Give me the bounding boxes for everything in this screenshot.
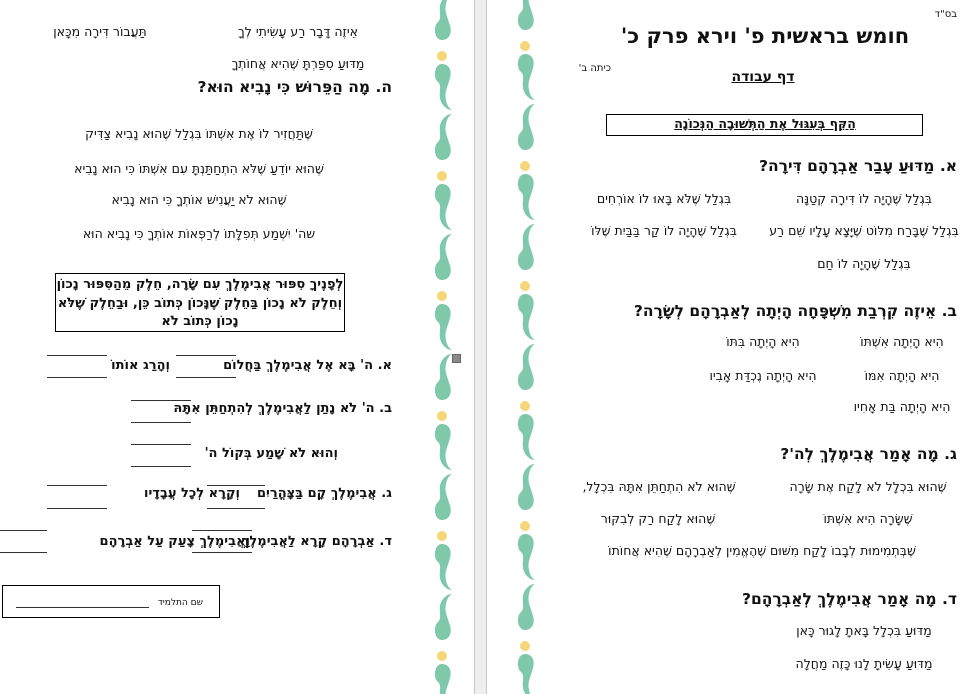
q3-option[interactable]: שֶׁבְּתְמִימוּת לְבָבוֹ לָקַח מִשּׁוּם שֶׁהֶאֱמִין לְאַבְרָהָם שֶׁהִיא אֲחוֹתוֹ: [608, 543, 916, 558]
answer-blank-line[interactable]: [207, 485, 265, 486]
q1-option[interactable]: בִּגְלַל שֶׁלֹּא בָּאוּ לוֹ אוֹרְחִים: [596, 191, 732, 206]
statement-2: ב. ה' לֹא נָתַן לַאֲבִימֶלֶךְ לְהִתְחַתֵּן אִתָּהּ: [173, 401, 392, 416]
q4-option[interactable]: מַדּוּעַ עָשִׂיתָ לָנוּ כָּזֶה מַחֲלָה: [795, 656, 933, 671]
answer-blank-line[interactable]: [47, 355, 107, 356]
answer-blank-line[interactable]: [131, 422, 191, 423]
statement-3: וְהוּא לֹא שָׁמַע בְּקוֹל ה': [204, 446, 338, 461]
q4-option[interactable]: מַדּוּעַ סִפַּרְתָּ שֶׁהִיא אֲחוֹתְךָ: [231, 56, 365, 71]
q3-option[interactable]: שֶׁשָּׂרָה הִיא אִשְׁתּוֹ: [823, 511, 913, 526]
student-name-label: שם התלמיד: [157, 598, 203, 608]
question-4-heading: ד. מָה אָמַר אֲבִימֶלֶךְ לְאַבְרָהָם?: [741, 590, 957, 608]
answer-blank-line[interactable]: [192, 530, 252, 531]
worksheet-label: דף עבודה: [731, 69, 795, 85]
statement-4-part2: וְקָרָא לְכָל עֲבָדָיו: [144, 486, 240, 501]
student-name-field[interactable]: [16, 607, 149, 608]
story-box-line: נָכוֹן כְּתוֹב לֹא: [161, 314, 239, 329]
story-box-line: לְפָנֶיךָ סִפּוּר אֲבִימֶלֶךְ עִם שָׂרָה, חֵלֶק מֵהַסִּפּוּר נָכוֹן: [56, 277, 344, 292]
statement-1-part1: א. ה' בָּא אֶל אֲבִימֶלֶךְ בַּחֲלוֹם: [223, 358, 392, 373]
question-5-heading: ה. מָה הַפֵּרוּשׁ כִּי נָבִיא הוּא?: [197, 78, 392, 96]
question-3-heading: ג. מָה אָמַר אֲבִימֶלֶךְ לְה'?: [780, 445, 957, 463]
statement-4-part1: ג. אֲבִימֶלֶךְ קָם בַּצָּהֳרַיִם: [256, 486, 392, 501]
question-2-heading: ב. אֵיזֶה קִרְבַת מִשְׁפָּחָה הָיְתָה לְאַבְרָהָם לְשָׂרָה?: [633, 302, 957, 320]
instruction-text: הַקֵּף בְּעִגּוּל אֶת הַתְּשׁוּבָה הַנְּכוֹנָה: [674, 116, 856, 131]
answer-blank-line[interactable]: [0, 552, 47, 553]
q1-option[interactable]: בִּגְלַל שֶׁהָיָה לוֹ דִּירָה קְטַנָּה: [796, 191, 932, 206]
q1-option[interactable]: בִּגְלַל שֶׁהָיָה לוֹ קַר בַּבַּיִת שֶׁלּוֹ: [591, 223, 737, 238]
q5-option[interactable]: שֶׁתַּחֲזִיר לוֹ אֶת אִשְׁתּוֹ בִּגְלַל שֶׁהוּא נָבִיא צַדִּיק: [85, 126, 313, 141]
q3-option[interactable]: שֶׁהוּא בִּכְלָל לֹא לָקַח אֶת שָׂרָה: [789, 479, 947, 494]
answer-blank-line[interactable]: [131, 466, 191, 467]
answer-blank-line[interactable]: [207, 508, 265, 509]
q2-option[interactable]: הִיא הָיְתָה בַּת אָחִיו: [853, 399, 951, 414]
answer-blank-line[interactable]: [176, 355, 236, 356]
answer-blank-line[interactable]: [176, 377, 236, 378]
q2-option[interactable]: הִיא הָיְתָה בִּתּוֹ: [726, 334, 800, 349]
q5-option[interactable]: שה' יִשְׁמַע תְּפִלָּתוֹ לְרַפְּאוֹת אוֹתְךָ כִּי נָבִיא הוּא: [82, 226, 316, 241]
q5-option[interactable]: שֶׁהוּא לֹא יַעֲנִישׁ אוֹתְךָ כִּי הוּא נָבִיא: [111, 192, 287, 207]
right-page-border-strip: [513, 0, 537, 694]
q2-option[interactable]: הִיא הָיְתָה נֶכְדַּת אָבִיו: [709, 368, 817, 383]
q1-option[interactable]: בִּגְלַל שֶׁבָּרַח מִלּוֹט שֶׁיָּצָא עָלָיו שֵׁם רַע: [769, 223, 959, 238]
q3-option[interactable]: שֶׁהוּא לָקַח רַק לְבִקּוּר: [600, 511, 716, 526]
answer-blank-line[interactable]: [0, 530, 47, 531]
question-1-heading: א. מַדּוּעַ עָבַר אַבְרָהָם דִּירָה?: [759, 157, 957, 175]
answer-blank-line[interactable]: [192, 552, 252, 553]
q2-option[interactable]: הִיא הָיְתָה אִשְׁתּוֹ: [860, 334, 944, 349]
page-title: חומש בראשית פ' וירא פרק כ': [620, 24, 910, 48]
statement-5-part1: ד. אַבְרָהָם קָרָא לַאֲבִימֶלֶךְ: [241, 534, 392, 549]
answer-blank-line[interactable]: [47, 508, 107, 509]
class-label: כיתה ב': [578, 63, 611, 74]
statement-5-part2: וַאֲבִימֶלֶךְ צָעַק עַל אַבְרָהָם: [99, 534, 250, 549]
answer-blank-line[interactable]: [47, 485, 107, 486]
q1-option[interactable]: בִּגְלַל שֶׁהָיָה לוֹ חַם: [817, 256, 911, 271]
story-box-line: וְחֵלֶק לֹא נָכוֹן בַּחֵלֶק שֶׁנָּכוֹן כְּתוֹב כֵּן, וּבַחֵלֶק שֶׁלֹּא: [57, 296, 343, 311]
q2-option[interactable]: הִיא הָיְתָה אִמּוֹ: [864, 368, 940, 383]
answer-blank-line[interactable]: [47, 377, 107, 378]
statement-1-part2: וְהָרַג אוֹתוֹ: [111, 358, 170, 373]
page-gap: [474, 0, 487, 694]
resize-handle[interactable]: [452, 354, 461, 363]
answer-blank-line[interactable]: [131, 444, 191, 445]
answer-blank-line[interactable]: [131, 400, 191, 401]
q5-option[interactable]: שֶׁהוּא יוֹדֵעַ שֶׁלֹּא הִתְחַתַּנְתָּ עִם אִשְׁתּוֹ כִּי הוּא נָבִיא: [74, 161, 324, 176]
left-page-border-strip: [430, 0, 454, 694]
q4-option[interactable]: תַּעֲבוֹר דִּירָה מִכָּאן: [53, 24, 147, 39]
q3-option[interactable]: שֶׁהוּא לֹא הִתְחַתֵּן אִתָּהּ בִּכְלָל,: [582, 479, 736, 494]
q4-option[interactable]: מַדּוּעַ בִּכְלָל בָּאתָ לָגוּר כָּאן: [796, 623, 932, 638]
bsd-header: בס"ד: [934, 9, 957, 20]
q4-option[interactable]: אֵיזֶה דָּבָר רַע עָשִׂיתִי לְךָ: [238, 24, 358, 39]
